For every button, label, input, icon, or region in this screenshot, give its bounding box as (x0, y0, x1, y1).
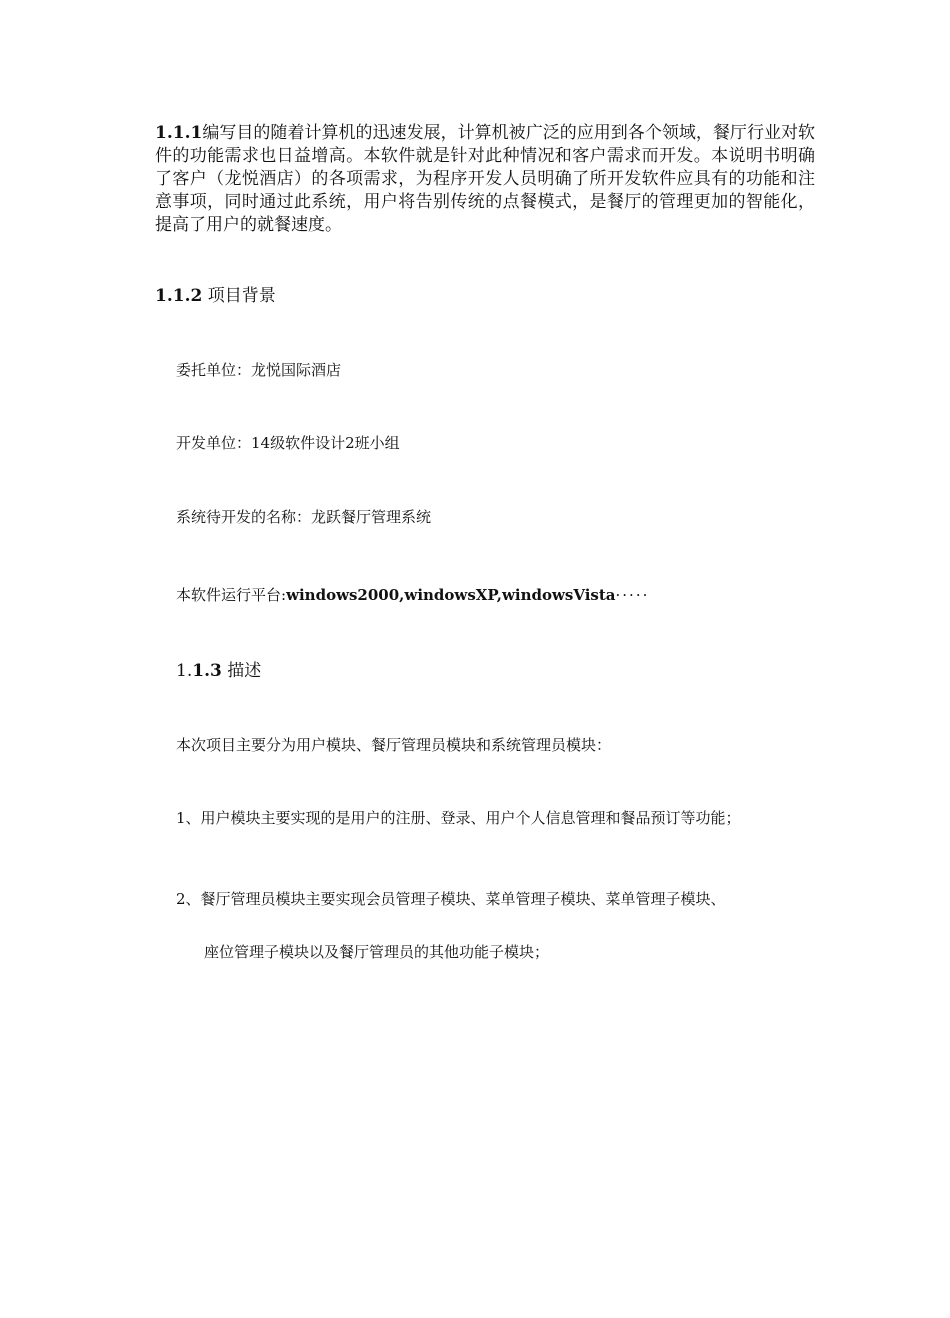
system-name-line: 系统待开发的名称：龙跃餐厅管理系统 (176, 508, 432, 526)
summary-line: 本次项目主要分为用户模块、餐厅管理员模块和系统管理员模块： (176, 736, 612, 754)
section-1-1-3-title: 描述 (227, 661, 262, 681)
platform-line (176, 585, 649, 605)
platform-dots: ····· (615, 586, 650, 604)
list-item-2-line-1: 2、餐厅管理员模块主要实现会员管理子模块、菜单管理子模块、菜单管理子模块、 (176, 890, 726, 908)
list-item-2-line-2: 座位管理子模块以及餐厅管理员的其他功能子模块； (204, 943, 550, 961)
section-1-1-2-heading (155, 285, 276, 308)
section-1-1-1-text: 编写目的随着计算机的迅速发展，计算机被广泛的应用到各个领域，餐厅行业对软件的功能需求也日益增高。本软件就是针对此种情况和客户需求而开发。本说明书明确了客户（龙悦酒店）的各项需求，为程序开发人员明确了所开发软件应具有的功能和注意事项，同时通过此系统，用户将告别传统的点餐模式，是餐厅的管理更加的智能化，提高了用户的就餐速度。 (155, 123, 815, 235)
platform-value: windows2000,windowsXP,windowsVista (286, 586, 616, 604)
client-line: 委托单位：龙悦国际酒店 (176, 361, 342, 379)
section-1-1-1-number: 1.1.1 (155, 123, 203, 143)
section-1-1-2-number: 1.1.2 (155, 286, 203, 306)
developer-line: 开发单位：14级软件设计2班小组 (176, 434, 400, 452)
list-item-1: 1、用户模块主要实现的是用户的注册、登录、用户个人信息管理和餐品预订等功能； (176, 809, 741, 827)
platform-label: 本软件运行平台: (176, 586, 287, 604)
section-1-1-3-number-prefix: 1. (176, 661, 193, 681)
section-1-1-1-paragraph (155, 122, 815, 237)
section-1-1-2-title: 项目背景 (207, 286, 276, 306)
section-1-1-3-heading (176, 660, 261, 683)
section-1-1-3-number: 1.3 (192, 661, 222, 681)
